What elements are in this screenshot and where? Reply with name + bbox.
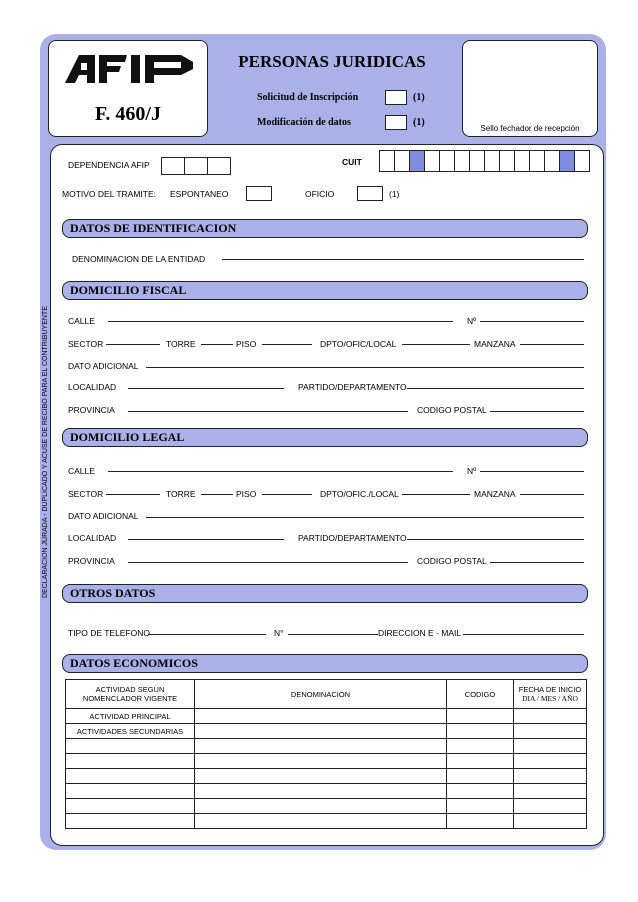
oficio-label: OFICIO [305,189,335,199]
denominacion-input[interactable] [222,259,584,260]
section-domicilio-fiscal [62,281,588,300]
dependencia-label: DEPENDENCIA AFIP [68,160,150,170]
col-actividad-line-2: NOMENCLADOR VIGENTE [82,694,178,703]
fiscal-numero-label: Nº [467,316,477,326]
telefono-numero-label: N° [274,628,284,638]
section-identificacion-title: DATOS DE IDENTIFICACION [70,221,237,235]
fiscal-localidad-label: LOCALIDAD [68,382,117,392]
email-label: DIRECCION E - MAIL [378,628,462,638]
form-number: F. 460/J [95,103,161,125]
legal-provincia-label: PROVINCIA [68,556,115,566]
col-fecha-line-1: FECHA DE INICIO [518,685,582,694]
legal-sector-label: SECTOR [68,489,104,499]
fiscal-cp-label: CODIGO POSTAL [417,405,487,415]
fiscal-manzana-input[interactable] [520,344,584,345]
section-identificacion [62,219,588,238]
fiscal-dato-adicional-label: DATO ADICIONAL [68,361,139,371]
legal-provincia-input[interactable] [128,562,408,563]
fiscal-provincia-label: PROVINCIA [68,405,115,415]
fiscal-sector-label: SECTOR [68,339,104,349]
fiscal-piso-label: PISO [236,339,257,349]
legal-numero-input[interactable] [480,471,584,472]
table-row[interactable] [66,724,587,739]
page-title: PERSONAS JURIDICAS [238,52,426,71]
legal-dpto-input[interactable] [402,494,470,495]
fiscal-torre-input[interactable] [201,344,233,345]
afip-logo [65,55,193,83]
fiscal-partido-input[interactable] [407,388,584,389]
legal-numero-label: Nº [467,466,477,476]
col-actividad [66,680,195,709]
col-codigo: CODIGO [447,680,514,709]
espontaneo-checkbox[interactable] [246,186,272,201]
table-row[interactable] [66,784,587,799]
fiscal-dato-adicional-input[interactable] [146,367,584,368]
legal-localidad-input[interactable] [128,539,284,540]
section-datos-economicos-title: DATOS ECONOMICOS [70,656,198,670]
legal-localidad-label: LOCALIDAD [68,533,117,543]
fiscal-manzana-label: MANZANA [474,339,516,349]
denominacion-label: DENOMINACION DE LA ENTIDAD [72,254,206,264]
fiscal-dpto-input[interactable] [402,344,470,345]
legal-torre-label: TORRE [166,489,196,499]
row-secundarias-label: ACTIVIDADES SECUNDARIAS [66,724,195,739]
section-domicilio-fiscal-title: DOMICILIO FISCAL [70,283,187,297]
telefono-tipo-input[interactable] [148,634,266,635]
legal-dato-adicional-label: DATO ADICIONAL [68,511,139,521]
fiscal-localidad-input[interactable] [128,388,284,389]
legal-dpto-label: DPTO/OFIC./LOCAL [320,489,399,499]
legal-dato-adicional-input[interactable] [146,517,584,518]
legal-piso-label: PISO [236,489,257,499]
col-denominacion: DENOMINACION [195,680,447,709]
legal-partido-label: PARTIDO/DEPARTAMENTO [298,533,407,543]
option-solicitud-checkbox[interactable] [385,90,407,105]
fiscal-piso-input[interactable] [262,344,312,345]
telefono-label: TIPO DE TELEFONO [68,628,151,638]
table-row[interactable] [66,739,587,754]
legal-sector-input[interactable] [106,494,160,495]
telefono-numero-input[interactable] [288,634,378,635]
table-row[interactable] [66,799,587,814]
table-row[interactable] [66,814,587,829]
legal-torre-input[interactable] [201,494,233,495]
option-modificacion-label: Modificación de datos [257,117,351,128]
row-principal-label: ACTIVIDAD PRINCIPAL [66,709,195,724]
oficio-checkbox[interactable] [357,186,383,201]
option-solicitud-note: (1) [413,92,425,103]
section-datos-economicos [62,654,588,673]
option-modificacion-note: (1) [413,117,425,128]
table-row[interactable] [66,709,587,724]
legal-partido-input[interactable] [407,539,584,540]
fiscal-cp-input[interactable] [490,411,584,412]
side-legend: DECLARACION JURADA - DUPLICADO Y ACUSE DE RECIBO PARA EL CONTRIBUYENTE [42,306,49,598]
section-domicilio-legal [62,428,588,447]
section-otros-datos [62,584,588,603]
fiscal-numero-input[interactable] [480,321,584,322]
legal-piso-input[interactable] [262,494,312,495]
fiscal-torre-label: TORRE [166,339,196,349]
dependencia-field[interactable] [162,157,231,175]
legal-calle-input[interactable] [108,471,453,472]
fiscal-partido-label: PARTIDO/DEPARTAMENTO [298,382,407,392]
cuit-field[interactable] [380,150,590,172]
motivo-label: MOTIVO DEL TRAMITE: [62,189,156,199]
fiscal-sector-input[interactable] [106,344,160,345]
fiscal-provincia-input[interactable] [128,411,408,412]
legal-calle-label: CALLE [68,466,95,476]
fiscal-dpto-label: DPTO/OFIC/LOCAL [320,339,397,349]
fiscal-calle-label: CALLE [68,316,95,326]
table-header-row [66,680,587,709]
legal-cp-label: CODIGO POSTAL [417,556,487,566]
logo-box [48,40,208,137]
option-modificacion-checkbox[interactable] [385,115,407,130]
legal-manzana-input[interactable] [520,494,584,495]
stamp-label: Sello fechador de recepción [480,124,580,133]
section-otros-datos-title: OTROS DATOS [70,586,156,600]
oficio-note: (1) [389,189,400,199]
col-actividad-line-1: ACTIVIDAD SEGUN [95,685,165,694]
stamp-box [462,40,598,137]
cuit-label: CUIT [342,157,362,167]
table-row[interactable] [66,769,587,784]
col-fecha [514,680,587,709]
legal-manzana-label: MANZANA [474,489,516,499]
section-domicilio-legal-title: DOMICILIO LEGAL [70,430,185,444]
email-input[interactable] [463,634,584,635]
espontaneo-label: ESPONTANEO [170,189,229,199]
legal-cp-input[interactable] [490,562,584,563]
fiscal-calle-input[interactable] [108,321,453,322]
col-fecha-line-2: DIA / MES / AÑO [522,694,578,703]
option-solicitud-label: Solicitud de Inscripción [257,92,359,103]
actividades-table [65,679,587,829]
table-row[interactable] [66,754,587,769]
